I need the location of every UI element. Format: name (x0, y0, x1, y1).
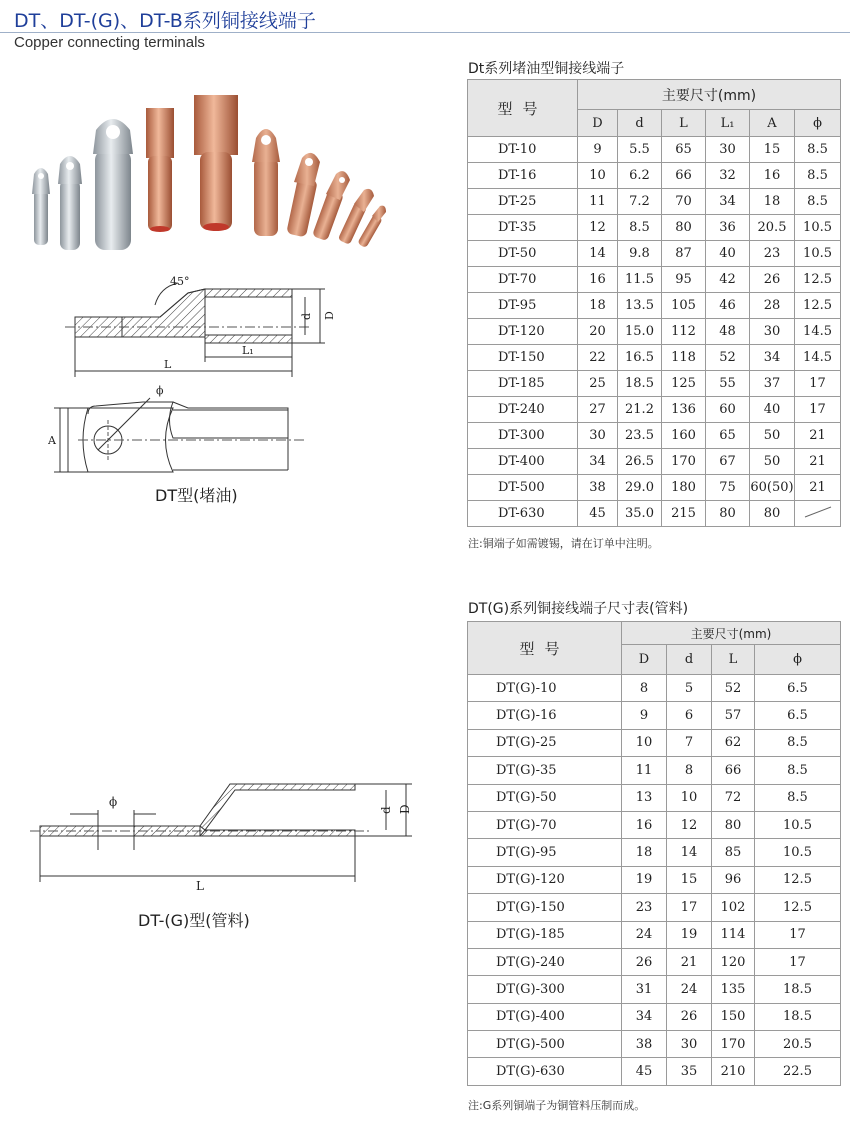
value-cell: 9 (622, 702, 667, 729)
value-cell: 23.5 (618, 423, 662, 449)
value-cell: 8 (667, 757, 712, 784)
value-cell: 6 (667, 702, 712, 729)
value-cell: 13.5 (618, 293, 662, 319)
table-dtg-caption: DT(G)系列铜接线端子尺寸表(管料) (468, 601, 689, 617)
lug-copper-flat-1 (146, 108, 174, 232)
table-row (468, 839, 841, 866)
title-divider (0, 32, 850, 33)
value-cell: 17 (795, 371, 841, 397)
value-cell: 15.0 (618, 319, 662, 345)
dtg-type-label: DT-(G)型(管料) (138, 911, 250, 930)
value-cell: 10.5 (755, 839, 841, 866)
dim-D: D (323, 311, 336, 320)
value-cell: 75 (706, 475, 750, 501)
model-cell: DT(G)-16 (468, 702, 622, 729)
dtg-side-view-drawing (30, 770, 420, 890)
model-cell: DT(G)-95 (468, 839, 622, 866)
model-cell: DT(G)-300 (468, 976, 622, 1003)
value-cell: 50 (750, 449, 795, 475)
table-row (468, 729, 841, 756)
value-cell: 66 (662, 163, 706, 189)
model-cell: DT(G)-35 (468, 757, 622, 784)
value-cell: 80 (712, 811, 755, 838)
value-cell: 8.5 (795, 189, 841, 215)
table-row (468, 163, 841, 189)
dim-L1: L₁ (242, 344, 254, 357)
value-cell: 40 (750, 397, 795, 423)
value-cell: 215 (662, 501, 706, 527)
model-cell: DT(G)-150 (468, 894, 622, 921)
value-cell: 170 (712, 1031, 755, 1058)
dtg-dim-D: D (398, 804, 412, 814)
value-cell: 12.5 (755, 894, 841, 921)
table-row (468, 215, 841, 241)
value-cell: 10 (622, 729, 667, 756)
value-cell: 28 (750, 293, 795, 319)
table-row (468, 1058, 841, 1085)
table-row (468, 1003, 841, 1030)
value-cell: 17 (795, 397, 841, 423)
value-cell: 34 (578, 449, 618, 475)
dtg-dim-d: d (379, 806, 393, 814)
value-cell: 46 (706, 293, 750, 319)
lug-silver-medium (58, 156, 82, 250)
table-row (468, 189, 841, 215)
column-header: d (618, 110, 662, 137)
value-cell: 12 (578, 215, 618, 241)
value-cell: 30 (706, 137, 750, 163)
value-cell: 12.5 (795, 293, 841, 319)
table-row (468, 449, 841, 475)
model-cell: DT-185 (468, 371, 578, 397)
model-cell: DT-630 (468, 501, 578, 527)
model-cell: DT-95 (468, 293, 578, 319)
value-cell: 18.5 (618, 371, 662, 397)
column-header: L (662, 110, 706, 137)
value-cell: 11 (622, 757, 667, 784)
value-cell: 10 (578, 163, 618, 189)
value-cell: 10.5 (795, 215, 841, 241)
value-cell: 14.5 (795, 345, 841, 371)
value-cell: 24 (622, 921, 667, 948)
column-header: ϕ (755, 645, 841, 675)
value-cell: 7 (667, 729, 712, 756)
value-cell: 16 (578, 267, 618, 293)
value-cell: 8.5 (795, 163, 841, 189)
value-cell: 21.2 (618, 397, 662, 423)
value-cell: 95 (662, 267, 706, 293)
value-cell: 31 (622, 976, 667, 1003)
value-cell: 135 (712, 976, 755, 1003)
table-row (468, 345, 841, 371)
model-cell: DT-70 (468, 267, 578, 293)
table-row (468, 241, 841, 267)
dt-top-view-drawing (48, 380, 308, 480)
model-cell: DT-300 (468, 423, 578, 449)
value-cell: 30 (667, 1031, 712, 1058)
value-cell: 17 (755, 921, 841, 948)
value-cell: 18.5 (755, 1003, 841, 1030)
value-cell: 57 (712, 702, 755, 729)
value-cell (795, 501, 841, 527)
value-cell: 38 (578, 475, 618, 501)
value-cell: 10 (667, 784, 712, 811)
value-cell: 16.5 (618, 345, 662, 371)
table-row (468, 675, 841, 702)
table-dt-note: 注:铜端子如需镀锡，请在订单中注明。 (468, 537, 659, 550)
value-cell: 35.0 (618, 501, 662, 527)
value-cell: 170 (662, 449, 706, 475)
value-cell: 26 (750, 267, 795, 293)
dim-d: d (300, 312, 313, 320)
value-cell: 125 (662, 371, 706, 397)
value-cell: 21 (795, 475, 841, 501)
value-cell: 17 (667, 894, 712, 921)
table-row (468, 784, 841, 811)
table-row (468, 319, 841, 345)
value-cell: 9 (578, 137, 618, 163)
value-cell: 6.2 (618, 163, 662, 189)
model-cell: DT(G)-500 (468, 1031, 622, 1058)
value-cell: 15 (667, 866, 712, 893)
value-cell: 12 (667, 811, 712, 838)
table-row (468, 293, 841, 319)
column-header: L (712, 645, 755, 675)
value-cell: 23 (750, 241, 795, 267)
value-cell: 55 (706, 371, 750, 397)
column-header: d (667, 645, 712, 675)
value-cell: 8.5 (755, 757, 841, 784)
value-cell: 114 (712, 921, 755, 948)
value-cell: 8.5 (755, 784, 841, 811)
value-cell: 10.5 (795, 241, 841, 267)
lug-copper-flat-2 (194, 95, 238, 231)
lug-silver-small (32, 168, 50, 245)
value-cell: 14 (578, 241, 618, 267)
value-cell: 48 (706, 319, 750, 345)
value-cell: 34 (622, 1003, 667, 1030)
table-row (468, 423, 841, 449)
value-cell: 65 (662, 137, 706, 163)
value-cell: 40 (706, 241, 750, 267)
dim-L: L (164, 358, 172, 371)
value-cell: 13 (622, 784, 667, 811)
model-cell: DT(G)-120 (468, 866, 622, 893)
value-cell: 66 (712, 757, 755, 784)
value-cell: 67 (706, 449, 750, 475)
value-cell: 12.5 (795, 267, 841, 293)
value-cell: 30 (578, 423, 618, 449)
value-cell: 11.5 (618, 267, 662, 293)
dtg-dim-L: L (196, 879, 204, 890)
dim-A: A (48, 434, 56, 447)
value-cell: 21 (667, 948, 712, 975)
table-row (468, 267, 841, 293)
value-cell: 6.5 (755, 675, 841, 702)
value-cell: 30 (750, 319, 795, 345)
dim-phi: ϕ (156, 384, 164, 397)
value-cell: 18.5 (755, 976, 841, 1003)
value-cell: 37 (750, 371, 795, 397)
model-cell: DT(G)-25 (468, 729, 622, 756)
model-cell: DT-16 (468, 163, 578, 189)
table-row (468, 811, 841, 838)
lug-copper-ring-1 (252, 129, 280, 236)
value-cell: 21 (795, 423, 841, 449)
value-cell: 16 (622, 811, 667, 838)
value-cell: 8.5 (755, 729, 841, 756)
table-row (468, 866, 841, 893)
value-cell: 60 (706, 397, 750, 423)
table-row (468, 397, 841, 423)
value-cell: 70 (662, 189, 706, 215)
value-cell: 80 (662, 215, 706, 241)
value-cell: 36 (706, 215, 750, 241)
value-cell: 38 (622, 1031, 667, 1058)
table-row (468, 921, 841, 948)
value-cell: 72 (712, 784, 755, 811)
value-cell: 19 (667, 921, 712, 948)
table-dtg-header-model: 型号 (468, 622, 622, 675)
table-dtg-note: 注:G系列铜端子为铜管料压制而成。 (468, 1099, 646, 1112)
value-cell: 62 (712, 729, 755, 756)
value-cell: 10.5 (755, 811, 841, 838)
value-cell: 160 (662, 423, 706, 449)
table-dt-header-main: 主要尺寸(mm) (578, 80, 841, 110)
value-cell: 52 (712, 675, 755, 702)
diagonal-mark (803, 505, 833, 519)
model-cell: DT(G)-10 (468, 675, 622, 702)
value-cell: 85 (712, 839, 755, 866)
model-cell: DT-50 (468, 241, 578, 267)
value-cell: 52 (706, 345, 750, 371)
column-header: A (750, 110, 795, 137)
value-cell: 112 (662, 319, 706, 345)
value-cell: 136 (662, 397, 706, 423)
table-row (468, 948, 841, 975)
value-cell: 22.5 (755, 1058, 841, 1085)
value-cell: 17 (755, 948, 841, 975)
value-cell: 45 (578, 501, 618, 527)
value-cell: 11 (578, 189, 618, 215)
value-cell: 25 (578, 371, 618, 397)
value-cell: 60(50) (750, 475, 795, 501)
value-cell: 26.5 (618, 449, 662, 475)
table-dt-caption: Dt系列堵油型铜接线端子 (468, 61, 625, 77)
model-cell: DT-10 (468, 137, 578, 163)
value-cell: 96 (712, 866, 755, 893)
page-title: DT、DT-(G)、DT-B系列铜接线端子 (14, 10, 316, 32)
value-cell: 42 (706, 267, 750, 293)
table-row (468, 371, 841, 397)
model-cell: DT-120 (468, 319, 578, 345)
value-cell: 5.5 (618, 137, 662, 163)
table-dt (467, 79, 841, 527)
value-cell: 87 (662, 241, 706, 267)
value-cell: 6.5 (755, 702, 841, 729)
value-cell: 14 (667, 839, 712, 866)
model-cell: DT-25 (468, 189, 578, 215)
angle-label: 45° (170, 275, 190, 288)
model-cell: DT-400 (468, 449, 578, 475)
table-row (468, 894, 841, 921)
value-cell: 26 (667, 1003, 712, 1030)
table-row (468, 137, 841, 163)
value-cell: 118 (662, 345, 706, 371)
model-cell: DT(G)-70 (468, 811, 622, 838)
terminals-photo (20, 90, 390, 265)
value-cell: 35 (667, 1058, 712, 1085)
table-dt-header-model: 型号 (468, 80, 578, 137)
value-cell: 23 (622, 894, 667, 921)
value-cell: 32 (706, 163, 750, 189)
table-row (468, 1031, 841, 1058)
value-cell: 8.5 (618, 215, 662, 241)
model-cell: DT-150 (468, 345, 578, 371)
value-cell: 12.5 (755, 866, 841, 893)
table-row (468, 976, 841, 1003)
value-cell: 18 (578, 293, 618, 319)
model-cell: DT(G)-400 (468, 1003, 622, 1030)
model-cell: DT-500 (468, 475, 578, 501)
value-cell: 105 (662, 293, 706, 319)
model-cell: DT-240 (468, 397, 578, 423)
value-cell: 65 (706, 423, 750, 449)
value-cell: 8 (622, 675, 667, 702)
table-dtg (467, 621, 841, 1086)
value-cell: 29.0 (618, 475, 662, 501)
value-cell: 26 (622, 948, 667, 975)
column-header: D (578, 110, 618, 137)
table-row (468, 757, 841, 784)
value-cell: 15 (750, 137, 795, 163)
value-cell: 16 (750, 163, 795, 189)
value-cell: 19 (622, 866, 667, 893)
value-cell: 50 (750, 423, 795, 449)
model-cell: DT(G)-630 (468, 1058, 622, 1085)
value-cell: 18 (750, 189, 795, 215)
value-cell: 27 (578, 397, 618, 423)
table-dtg-header-main: 主要尺寸(mm) (622, 622, 841, 645)
column-header: D (622, 645, 667, 675)
value-cell: 80 (706, 501, 750, 527)
dtg-dim-phi: ϕ (109, 795, 118, 809)
value-cell: 80 (750, 501, 795, 527)
value-cell: 102 (712, 894, 755, 921)
lug-silver-large (93, 119, 133, 250)
value-cell: 8.5 (795, 137, 841, 163)
value-cell: 20.5 (750, 215, 795, 241)
table-row (468, 501, 841, 527)
dt-side-view-drawing (50, 265, 360, 380)
model-cell: DT(G)-185 (468, 921, 622, 948)
column-header: ϕ (795, 110, 841, 137)
value-cell: 5 (667, 675, 712, 702)
value-cell: 22 (578, 345, 618, 371)
value-cell: 34 (706, 189, 750, 215)
model-cell: DT(G)-50 (468, 784, 622, 811)
value-cell: 24 (667, 976, 712, 1003)
value-cell: 210 (712, 1058, 755, 1085)
value-cell: 180 (662, 475, 706, 501)
value-cell: 120 (712, 948, 755, 975)
value-cell: 150 (712, 1003, 755, 1030)
model-cell: DT(G)-240 (468, 948, 622, 975)
value-cell: 20.5 (755, 1031, 841, 1058)
value-cell: 7.2 (618, 189, 662, 215)
value-cell: 20 (578, 319, 618, 345)
value-cell: 9.8 (618, 241, 662, 267)
value-cell: 45 (622, 1058, 667, 1085)
value-cell: 34 (750, 345, 795, 371)
model-cell: DT-35 (468, 215, 578, 241)
table-row (468, 702, 841, 729)
value-cell: 18 (622, 839, 667, 866)
table-row (468, 475, 841, 501)
lug-copper-ring-2 (286, 153, 320, 238)
value-cell: 21 (795, 449, 841, 475)
dt-type-label: DT型(堵油) (155, 486, 238, 505)
column-header: L₁ (706, 110, 750, 137)
value-cell: 14.5 (795, 319, 841, 345)
page-subtitle: Copper connecting terminals (14, 34, 205, 51)
